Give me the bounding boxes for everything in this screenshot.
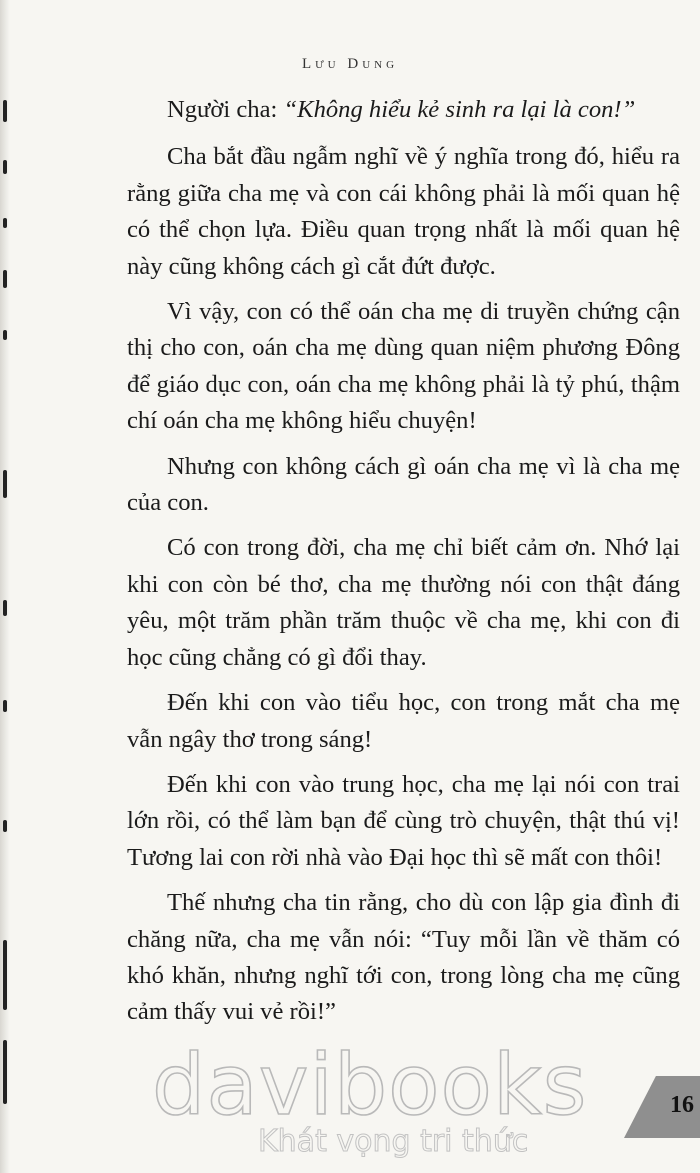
edge-mark — [3, 470, 7, 498]
paragraph-6: Đến khi con vào tiểu học, con trong mắt cha mẹ vẫn ngây thơ trong sáng! — [127, 689, 680, 753]
running-header — [0, 56, 700, 73]
edge-mark — [3, 218, 7, 228]
edge-mark — [3, 700, 7, 712]
page-body-text — [127, 92, 680, 1040]
edge-mark — [3, 820, 7, 832]
paragraph-8: Thế nhưng cha tin rằng, cho dù con lập gia đình đi chăng nữa, cha mẹ vẫn nói: “Tuy mỗi lần về thăm có khó khăn, nhưng nghĩ tới con, trong lòng cha mẹ cũng cảm thấy vui vẻ rồi!” — [127, 889, 680, 1026]
paragraph-4: Nhưng con không cách gì oán cha mẹ vì là cha mẹ của con. — [127, 452, 680, 517]
paragraph-1-lead: Người cha: — [167, 96, 284, 123]
edge-mark — [3, 940, 7, 1010]
header-author: Lưu Dung — [301, 56, 399, 72]
edge-mark — [3, 160, 7, 174]
watermark-slogan: Khát vọng tri thức — [258, 1124, 529, 1159]
edge-mark — [3, 1040, 7, 1104]
paragraph-2: Cha bắt đầu ngẫm nghĩ về ý nghĩa trong đó, hiểu ra rằng giữa cha mẹ và con cái không phải là mối quan hệ có thể chọn lựa. Điều quan trọng nhất là mối quan hệ này cũng không cách gì cắt đứt được. — [127, 143, 680, 280]
paragraph-1 — [127, 92, 680, 128]
page-number: 16 — [670, 1092, 694, 1118]
paragraph-3: Vì vậy, con có thể oán cha mẹ di truyền chứng cận thị cho con, oán cha mẹ dùng quan niệm phương Đông để giáo dục con, oán cha mẹ không phải là tỷ phú, thậm chí oán cha mẹ không hiểu chuyện! — [127, 298, 680, 435]
edge-mark — [3, 330, 7, 340]
watermark-brand: davibooks — [152, 1036, 588, 1134]
edge-mark — [3, 100, 7, 122]
paragraph-7: Đến khi con vào trung học, cha mẹ lại nói con trai lớn rồi, có thể làm bạn để cùng trò chuyện, thật thú vị! Tương lai con rời nhà vào Đại học thì sẽ mất con thôi! — [127, 770, 680, 871]
edge-mark — [3, 600, 7, 616]
paragraph-5: Có con trong đời, cha mẹ chỉ biết cảm ơn. Nhớ lại khi con còn bé thơ, cha mẹ thường nói con thật đáng yêu, một trăm phần trăm thuộc về cha mẹ, khi con đi học cũng chẳng có gì đổi thay. — [127, 534, 680, 671]
paragraph-1-quote: “Không hiểu kẻ sinh ra lại là con!” — [283, 96, 636, 123]
edge-mark — [3, 270, 7, 288]
